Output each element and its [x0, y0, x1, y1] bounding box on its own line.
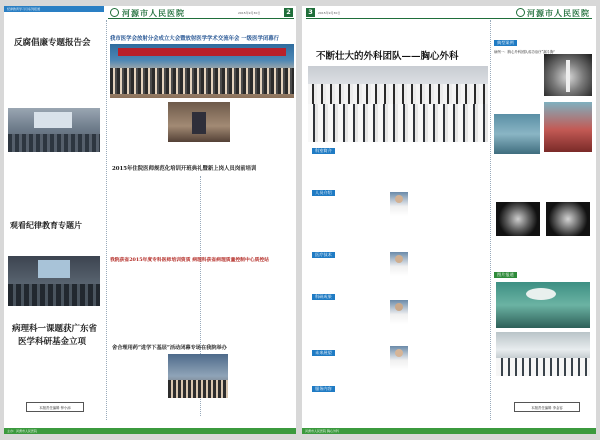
photo-group-meeting: [110, 44, 294, 98]
headline-resident-training: 2015年住院医师规范化培训开班典礼暨新上岗人员岗前培训: [112, 166, 257, 172]
article-body: [312, 358, 386, 382]
article-body: [110, 102, 166, 160]
photo-doctor-portrait: [390, 300, 408, 324]
case-title: 病例一：胸心外科团队成功治疗“漏斗胸”: [494, 50, 556, 54]
tag-typical-case: 典型案例: [494, 40, 517, 46]
article-body: [312, 260, 386, 288]
article-body: [230, 354, 294, 414]
newspaper-page-right: [302, 6, 596, 434]
photo-ct-scan: [546, 202, 590, 236]
headline-pathology-line1: 病理科一课题获广东省: [12, 324, 98, 334]
headline-radiology-tail: 一级医学闭幕行: [241, 36, 280, 42]
article-body: [110, 174, 198, 254]
article-body: [204, 174, 294, 254]
photo-doctor-portrait: [390, 192, 408, 216]
photo-surgery-detail: [544, 102, 592, 152]
tag-staff-intro: 人员介绍: [312, 190, 335, 196]
section-tag: 纪律教育学习月系列报道: [7, 7, 41, 11]
photo-surgery-team: [308, 66, 488, 142]
headline-discipline-film: 观看纪律教育专题片: [10, 220, 82, 230]
tag-services: 服务内容: [312, 386, 335, 392]
photo-drug-use-event: [168, 354, 228, 398]
newspaper-page-left: [4, 6, 296, 434]
photo-lecture-hall: [8, 108, 100, 152]
article-body: [410, 192, 488, 246]
article-body: [8, 350, 102, 398]
masthead-left: [108, 7, 294, 19]
tag-photo-report: 图片报道: [494, 272, 517, 278]
section-strip: [4, 6, 104, 12]
photo-screening-room: [8, 256, 100, 306]
headline-thoracic-surgery: 不断壮大的外科团队——胸心外科: [316, 51, 459, 62]
headline-pathology-line2: 医学科研基金立项: [18, 337, 87, 347]
column-divider: [490, 20, 491, 420]
photo-doctor-portrait: [390, 346, 408, 370]
masthead-name: 河源市人民医院: [527, 8, 590, 18]
bottom-strip: [302, 428, 596, 434]
page-number: 3: [306, 8, 315, 17]
masthead-date: 2015年9月30日: [238, 11, 261, 15]
article-body: [312, 198, 386, 246]
photo-ward-round: [496, 332, 590, 376]
photo-operating-room: [496, 282, 590, 328]
headline-anti-corruption: 反腐倡廉专题报告会: [14, 38, 91, 48]
masthead-rule: [108, 18, 294, 19]
headline-specialist-text: 我院获省2015年度专科医师培训资质: [110, 257, 191, 263]
article-body: [8, 50, 102, 106]
column-divider: [106, 20, 107, 420]
photo-ct-scan: [496, 202, 540, 236]
tag-department-intro: 科室简介: [312, 148, 335, 154]
headline-radiology-meeting: [110, 34, 294, 42]
headline-rational-drug-use: 舍合理用药“进学下基层”活动闭幕专场在我院举办: [112, 345, 227, 351]
hospital-logo-icon: [110, 8, 119, 17]
headline-radiology-text: 我市医学会放射分会成立大会暨放射医学学术交流年会: [110, 36, 240, 42]
article-body: [110, 354, 166, 414]
editor-credit-text: 本版责任编辑 钟小添: [39, 406, 71, 410]
masthead-name: 河源市人民医院: [122, 8, 185, 18]
article-body: [400, 148, 488, 186]
article-body: [494, 56, 540, 110]
editor-credit-text: 本版责任编辑 李金容: [531, 406, 563, 410]
article-body: [410, 346, 488, 386]
editor-credit-box: [514, 402, 580, 412]
article-body: [312, 302, 386, 342]
photo-chest-xray: [544, 54, 592, 96]
article-body: [110, 266, 198, 336]
masthead-rule: [306, 18, 592, 19]
headline-specialist-training: [110, 256, 294, 263]
photo-doctor-portrait: [390, 252, 408, 276]
editor-credit-box: [26, 402, 84, 412]
article-body: [410, 252, 488, 288]
tag-medical-technology: 医疗技术: [312, 252, 335, 258]
article-body: [312, 394, 488, 420]
article-body: [494, 240, 592, 268]
masthead-right: [306, 7, 592, 19]
article-body: [312, 156, 396, 186]
article-body: [8, 156, 102, 206]
photo-surgery-scene: [494, 114, 540, 154]
photo-podium: [168, 102, 230, 142]
tag-research-results: 科研成果: [312, 294, 335, 300]
article-body: [204, 266, 294, 336]
bottom-strip: [4, 428, 296, 434]
headline-specialist-tail: 病理科获省病理质量控制中心质控站: [192, 257, 269, 263]
article-body: [410, 300, 488, 340]
hospital-logo-icon: [516, 8, 525, 17]
article-body: [232, 102, 294, 160]
article-body: [494, 156, 592, 196]
tag-future-outlook: 未来展望: [312, 350, 335, 356]
bottom-strip-text: 河源市人民医院 胸心外科: [305, 429, 339, 433]
bottom-strip-text: 主办：河源市人民医院: [7, 429, 38, 433]
page-number: 2: [284, 8, 293, 17]
masthead-date: 2015年9月30日: [318, 11, 341, 15]
article-body: [8, 234, 102, 254]
